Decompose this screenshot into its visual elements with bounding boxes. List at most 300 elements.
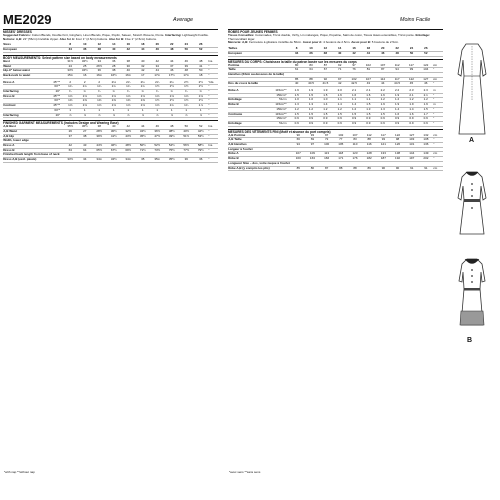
table-cell: 127 (405, 134, 419, 138)
dress-a-front-illustration (452, 168, 492, 238)
table-row (228, 121, 443, 126)
yardage-table (228, 89, 443, 127)
table-cell: 0.9 (347, 121, 361, 126)
table-cell: 1.0 (290, 98, 304, 103)
unit-cell: " (433, 121, 443, 126)
unit-cell: " (208, 113, 218, 118)
table-cell: 38 (107, 69, 122, 74)
table-cell: 122 (404, 77, 418, 82)
row-sublabel: 115cm** (268, 112, 290, 117)
row-label: Dress A (3, 144, 47, 149)
table-cell: 0.9 (390, 121, 404, 126)
row-label: Dos du cou à la taille (228, 82, 268, 87)
table-cell: 34½ (136, 129, 151, 134)
table-cell: 48 (194, 60, 209, 64)
table-cell: 77½ (179, 148, 194, 153)
table-cell: 1.9 (390, 93, 404, 98)
table-cell: 0.9 (419, 121, 433, 126)
table-cell: 42½ (194, 129, 209, 134)
table-cell: 2¼ (136, 81, 151, 85)
table-cell: 1½ (150, 85, 165, 90)
table-cell: 1.5 (318, 112, 332, 117)
table-cell: 138 (390, 152, 404, 157)
table-cell: 1⅝ (165, 94, 180, 99)
table-cell: 166 (320, 157, 334, 162)
table-cell: 1 (107, 108, 122, 113)
table-cell: 34 (78, 158, 93, 163)
table-cell: 27 (78, 129, 93, 134)
table-cell: 40½ (179, 129, 194, 134)
finished-measurements-title: FINISHED GARMENT MEASUREMENTS (Includes Design and Wearing Ease) (3, 120, 218, 125)
table-cell: 12 (318, 47, 332, 51)
table-cell: 1.6 (361, 93, 375, 98)
table-cell: 1 (136, 108, 151, 113)
difficulty-level-en: Average (173, 17, 193, 23)
unit-cell: cm (433, 166, 443, 171)
table-cell: 112 (390, 64, 404, 68)
unit-cell: " (433, 82, 443, 87)
table-cell: 44 (136, 48, 151, 53)
table-cell: 171 (334, 157, 348, 162)
table-row (3, 73, 218, 78)
row-label: Entoilage (228, 98, 268, 103)
unit-cell: Ins. (208, 125, 218, 129)
notions-text: Notions: A,B: 22" (56cm) Invisible zipper. Also for A: Four 1" (2.5cm) buttons. Also for B: Five 1" (2.5cm) buttons. (3, 36, 157, 41)
table-cell: 1 (78, 108, 93, 113)
row-sublabel: 45"** (47, 94, 63, 99)
table-cell: 87 (318, 64, 332, 68)
table-cell: 1 (121, 108, 136, 113)
table-cell: 37 (63, 134, 78, 139)
finished-measurements-table (228, 134, 443, 172)
table-cell: 2 (63, 81, 78, 85)
table-cell: 94 (291, 143, 305, 148)
table-cell: 65½ (92, 148, 107, 153)
table-cell: 63 (63, 148, 78, 153)
table-cell: 34¾ (121, 158, 136, 163)
table-cell: 8 (289, 47, 303, 51)
table-cell: 12 (92, 43, 107, 47)
table-cell: 44 (376, 82, 390, 87)
table-cell: 80 (290, 64, 304, 68)
table-cell: 113 (320, 152, 334, 157)
row-sublabel (47, 73, 63, 78)
table-cell: 34½ (107, 158, 122, 163)
row-sublabel (47, 48, 63, 53)
row-label: Interfacing (3, 90, 47, 95)
table-cell: 1½ (165, 99, 180, 104)
table-cell: 40 (107, 48, 122, 53)
table-cell: 131 (405, 143, 419, 148)
table-cell: 50½ (136, 144, 151, 149)
unit-cell: " (433, 117, 443, 122)
table-cell: 1.9 (404, 103, 418, 108)
table-cell: 44.5 (390, 82, 404, 87)
table-cell: 1⅝ (194, 94, 209, 99)
table-cell: 109 (305, 152, 319, 157)
table-cell: 34 (289, 51, 303, 56)
table-cell: 1.6 (333, 93, 347, 98)
row-sublabel (268, 51, 290, 56)
table-cell: 48½ (121, 144, 136, 149)
table-cell: 42 (333, 82, 347, 87)
table-cell: 46 (419, 82, 433, 87)
table-cell: 44 (165, 60, 180, 64)
row-label: Back-neck to waist (3, 73, 47, 78)
table-cell: 107 (348, 134, 362, 138)
table-cell: 144 (405, 152, 419, 157)
section-title: ROBES POUR JEUNES FEMMES (228, 29, 443, 34)
row-label: Taille (228, 68, 268, 73)
unit-cell: cm (433, 64, 443, 68)
row-sublabel (270, 166, 291, 171)
row-label: A,B Waist (3, 129, 47, 134)
table-cell: 1½ (165, 85, 180, 90)
table-cell: 18 (361, 47, 375, 51)
table-cell: 102 (334, 134, 348, 138)
unit-cell: " (208, 158, 218, 163)
table-cell: 1⅜ (121, 99, 136, 104)
row-sublabel: 45"** (47, 104, 63, 109)
table-cell: 34¼ (92, 158, 107, 163)
table-cell: 20 (150, 43, 165, 47)
table-cell: 1.1 (333, 98, 347, 103)
table-cell: ⅞ (194, 113, 209, 118)
row-label: Waist (3, 64, 47, 69)
table-cell: 0.9 (376, 117, 390, 122)
table-cell: 133 (376, 152, 390, 157)
table-cell: 1⅝ (63, 104, 78, 109)
unit-cell: " (433, 157, 443, 162)
row-label: Poitrine (228, 64, 268, 68)
table-cell: 86 (305, 166, 319, 171)
table-cell: 2¼ (165, 81, 180, 85)
table-cell: 1.5 (318, 93, 332, 98)
table-cell: 1.2 (390, 98, 404, 103)
unit-cell: cm (433, 77, 443, 82)
table-cell: 1⅝ (78, 94, 93, 99)
table-cell: 1.5 (290, 93, 304, 98)
table-cell: 42 (150, 60, 165, 64)
table-cell: 42 (121, 125, 136, 129)
table-cell: 1 (165, 108, 180, 113)
table-cell: 1.2 (404, 98, 418, 103)
body-measurements-title: MESURES DU CORPS: Choisissez la taille du patron basée sur les mesures du corps (228, 59, 443, 64)
table-cell: 26 (63, 129, 78, 134)
table-cell: 43½ (121, 134, 136, 139)
table-cell: 88 (362, 138, 376, 143)
table-cell: 1⅝ (150, 94, 165, 99)
table-cell: 1⅜ (136, 99, 151, 104)
table-cell: 197 (405, 157, 419, 162)
table-cell: 1⅝ (63, 94, 78, 99)
table-cell: 47½ (150, 134, 165, 139)
table-cell: 22 (390, 47, 404, 51)
table-cell: 42.5 (347, 82, 361, 87)
table-cell: 64 (304, 68, 318, 73)
row-label: Européen (228, 51, 268, 56)
unit-cell: " (208, 108, 218, 113)
table-row (3, 48, 218, 53)
table-cell: 1.1 (361, 98, 375, 103)
table-cell: 16¾ (121, 73, 136, 78)
table-row (228, 51, 443, 56)
table-cell: 1.6 (347, 93, 361, 98)
table-cell: 1.6 (376, 93, 390, 98)
table-cell: 67½ (107, 148, 122, 153)
table-cell: 108 (419, 138, 433, 143)
table-cell: 1.9 (419, 103, 433, 108)
table-cell: 38 (92, 48, 107, 53)
table-cell: 1¾ (179, 104, 194, 109)
table-cell: 41.5 (318, 82, 332, 87)
table-cell: ¾ (78, 90, 93, 95)
table-cell: 83 (304, 64, 318, 68)
table-cell: 2⅛ (107, 81, 122, 85)
table-cell: 52½ (150, 144, 165, 149)
table-cell: 46 (165, 69, 180, 74)
table-cell: 87 (376, 68, 390, 73)
table-cell: 26 (419, 47, 433, 51)
table-cell: ¾ (165, 90, 180, 95)
table-cell: 94 (390, 68, 404, 73)
table-cell: 2 (78, 81, 93, 85)
table-cell: 8 (63, 43, 78, 47)
table-cell: 51½ (179, 134, 194, 139)
table-cell: 50 (404, 51, 418, 56)
table-cell: 58½ (194, 144, 209, 149)
table-cell: 1.5 (376, 112, 390, 117)
table-cell: 1 (150, 108, 165, 113)
table-cell: 34 (92, 60, 107, 64)
table-cell: 91 (419, 166, 433, 171)
table-cell: 72 (320, 138, 334, 143)
table-cell: ⅞ (179, 113, 194, 118)
table-cell: 88 (348, 166, 362, 171)
table-cell: 102 (347, 77, 361, 82)
table-cell: 176 (348, 157, 362, 162)
view-a-label: A (469, 137, 475, 144)
table-cell: 1⅝ (92, 104, 107, 109)
table-cell: 1.2 (290, 107, 304, 112)
table-cell: 117 (376, 134, 390, 138)
table-cell: 97 (320, 134, 334, 138)
table-cell: 85 (290, 77, 304, 82)
table-cell: 112 (376, 77, 390, 82)
table-cell: 2.2 (390, 89, 404, 93)
table-cell: ¾ (107, 90, 122, 95)
row-sublabel (47, 158, 63, 163)
table-cell: 18 (194, 73, 209, 78)
table-cell: ¾ (121, 90, 136, 95)
table-cell: ⅞ (63, 113, 78, 118)
table-cell: ¾ (179, 90, 194, 95)
table-cell: 1.0 (318, 98, 332, 103)
table-row (228, 166, 443, 171)
table-cell: ⅞ (136, 113, 151, 118)
table-cell: 53½ (194, 134, 209, 139)
table-cell: 0.9 (390, 117, 404, 122)
table-cell: 40 (107, 125, 122, 129)
table-cell: 112 (362, 134, 376, 138)
table-cell: 36½ (150, 129, 165, 134)
table-cell: 24 (404, 47, 418, 51)
table-cell: 44½ (92, 144, 107, 149)
table-cell: 36 (304, 51, 318, 56)
table-cell: 1⅝ (150, 104, 165, 109)
unit-cell: " (433, 93, 443, 98)
table-cell: 16 (121, 43, 136, 47)
table-cell: 1⅝ (121, 104, 136, 109)
row-label: Entoilage (228, 121, 268, 126)
row-label: Finished back length from base of neck (3, 153, 218, 158)
row-label: Dress B (3, 148, 47, 153)
table-cell: 42 (121, 48, 136, 53)
table-cell: 1.3 (290, 103, 304, 108)
table-cell: 92 (333, 64, 347, 68)
table-cell: 1¾ (121, 85, 136, 90)
table-cell: 54½ (165, 144, 180, 149)
table-cell: 90 (390, 166, 404, 171)
table-cell: 81 (361, 68, 375, 73)
fabrics-text: Tissus Conseillés: Cotonnades, Tricot double, Vichy, Lin mélangés, Piqué, Popeline, Satin de coton, Tissus tissés extensibles, Tricot ponte. Entoilage: Thermocollant léger. (228, 33, 430, 41)
unit-cell: " (433, 138, 443, 143)
table-cell: 0.9 (304, 117, 318, 122)
pattern-code: ME2029 (3, 12, 52, 27)
table-cell: 2.1 (404, 93, 418, 98)
unit-cell: " (208, 90, 218, 95)
unit-cell: m (433, 89, 443, 93)
table-cell: 1⅜ (78, 99, 93, 104)
row-sublabel: 60"* (47, 85, 63, 90)
table-cell: 16 (78, 73, 93, 78)
table-cell: 41 (194, 64, 209, 69)
table-row (3, 113, 218, 118)
finished-measurements-table (3, 125, 218, 163)
table-cell: ⅞ (78, 113, 93, 118)
table-cell: 56½ (179, 144, 194, 149)
table-cell: 102 (361, 64, 375, 68)
table-cell: 92 (318, 77, 332, 82)
table-cell: 1.4 (404, 107, 418, 112)
table-cell: 0.9 (290, 117, 304, 122)
row-sublabel: 150cm* (268, 93, 290, 98)
table-cell: 1.3 (361, 107, 375, 112)
table-cell: 45½ (136, 134, 151, 139)
table-cell: 2¼ (150, 81, 165, 85)
unit-cell: " (208, 94, 218, 99)
unit-cell: " (208, 104, 218, 109)
table-cell: 28½ (92, 129, 107, 134)
table-cell: 33½ (63, 69, 78, 74)
table-cell: 25 (78, 64, 93, 69)
table-cell: 17¾ (179, 73, 194, 78)
table-cell: 0.9 (376, 121, 390, 126)
table-cell: 93 (376, 138, 390, 143)
table-cell: 67 (318, 68, 332, 73)
body-measurements-title: BODY MEASUREMENTS: Select pattern size based on body measurements (3, 55, 218, 60)
row-sublabel: 60"* (47, 108, 63, 113)
table-cell: ¾ (150, 90, 165, 95)
table-cell: 2.0 (333, 89, 347, 93)
table-cell: 1⅝ (107, 94, 122, 99)
difficulty-level-fr: Moins Facile (400, 17, 431, 23)
table-cell: 36 (107, 60, 122, 64)
table-cell: 40 (136, 60, 151, 64)
table-cell: 1⅝ (78, 104, 93, 109)
row-label: Contraste (228, 112, 268, 117)
table-cell: 98 (390, 138, 404, 143)
table-cell: 0.9 (361, 117, 375, 122)
table-cell: 1.3 (376, 107, 390, 112)
dress-a-back-illustration (452, 40, 492, 140)
unit-cell: " (208, 148, 218, 153)
table-cell: 2.1 (361, 89, 375, 93)
table-cell: 128 (362, 152, 376, 157)
table-cell: 89 (362, 166, 376, 171)
table-cell: 107 (291, 152, 305, 157)
table-cell: 39½ (92, 134, 107, 139)
table-cell: 93 (305, 134, 319, 138)
table-cell: 132 (419, 134, 433, 138)
table-cell: 15¾ (63, 73, 78, 78)
body-measurements-table (3, 60, 218, 79)
table-cell: 1½ (150, 99, 165, 104)
table-cell: 97 (347, 64, 361, 68)
table-cell: 100 (320, 143, 334, 148)
table-cell: 85 (291, 166, 305, 171)
row-label: Robe B (228, 103, 268, 108)
table-cell: 26½ (92, 64, 107, 69)
row-sublabel: 150cm* (268, 107, 290, 112)
table-cell: 46½ (107, 144, 122, 149)
table-cell: 0.9 (404, 117, 418, 122)
table-row (228, 82, 443, 87)
unit-cell: " (208, 134, 218, 139)
table-cell: 36½ (78, 125, 93, 129)
table-cell: 17½ (165, 73, 180, 78)
unit-cell (208, 48, 218, 53)
table-cell: 1.7 (419, 112, 433, 117)
table-cell: 44 (136, 125, 151, 129)
table-cell: 1⅜ (63, 99, 78, 104)
table-cell: 0.9 (290, 121, 304, 126)
table-cell: 0.9 (419, 117, 433, 122)
table-cell: 38 (121, 60, 136, 64)
table-cell: 40.5 (304, 82, 318, 87)
table-cell: 42 (136, 69, 151, 74)
table-cell: ¾ (63, 90, 78, 95)
table-cell: 0.9 (333, 121, 347, 126)
unit-cell: " (433, 68, 443, 73)
table-cell: 0.9 (304, 121, 318, 126)
table-cell: 42 (63, 144, 78, 149)
table-cell: 1.5 (361, 103, 375, 108)
row-label: A,B Hip (3, 134, 47, 139)
table-cell: 69½ (121, 148, 136, 153)
table-cell: 1.5 (333, 112, 347, 117)
row-label: Width, lower edge (3, 139, 218, 144)
row-label: Robe A (228, 89, 268, 93)
table-cell: 136 (419, 143, 433, 148)
row-label: A,B Bust (3, 125, 47, 129)
table-cell: 45 (404, 82, 418, 87)
table-cell: 1.9 (318, 89, 332, 93)
table-cell: 83 (348, 138, 362, 143)
table-cell: 33½ (63, 158, 78, 163)
table-cell: 35½ (165, 158, 180, 163)
table-cell: 104 (419, 68, 433, 73)
